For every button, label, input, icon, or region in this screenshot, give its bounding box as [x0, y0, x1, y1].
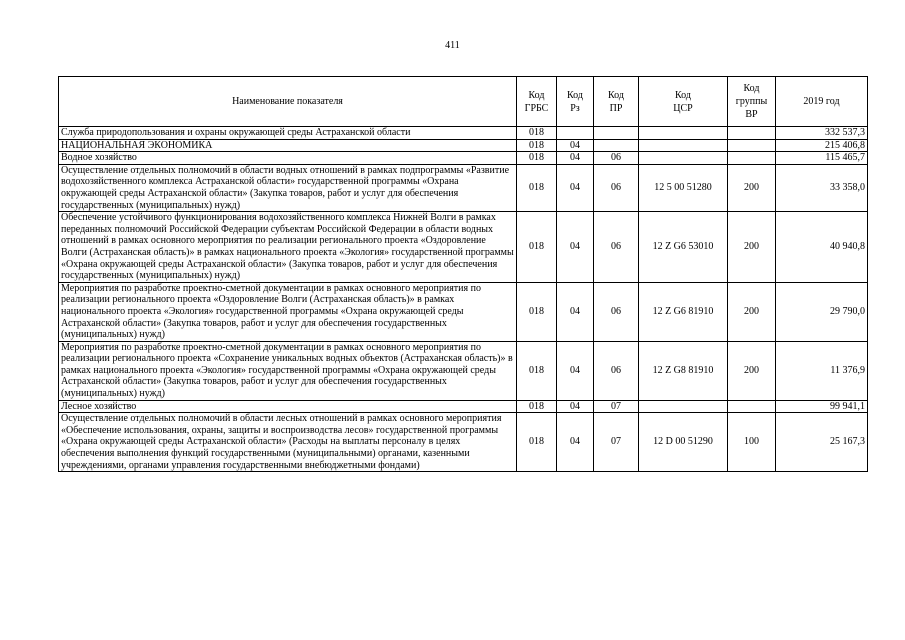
row-csr: 12 Z G6 53010: [639, 212, 728, 283]
header-vr-line3: ВР: [745, 109, 758, 120]
row-rz: 04: [557, 152, 594, 165]
row-pr: 07: [594, 413, 639, 472]
row-amount: 215 406,8: [776, 139, 868, 152]
row-name: НАЦИОНАЛЬНАЯ ЭКОНОМИКА: [59, 139, 517, 152]
row-amount: 29 790,0: [776, 282, 868, 341]
row-vr: 200: [728, 212, 776, 283]
table-row: [59, 212, 868, 283]
row-amount: 332 537,3: [776, 127, 868, 140]
row-csr: [639, 152, 728, 165]
row-rz: 04: [557, 400, 594, 413]
header-grbs-line1: Код: [528, 89, 545, 101]
row-name: Служба природопользования и охраны окружающей среды Астраханской области: [59, 127, 517, 140]
row-vr: 100: [728, 413, 776, 472]
header-pr: [594, 77, 639, 127]
header-vr-line1: Код: [743, 83, 760, 94]
header-csr-line1: Код: [675, 89, 691, 101]
header-row: [59, 77, 868, 127]
row-rz: 04: [557, 413, 594, 472]
row-grbs: 018: [517, 164, 557, 211]
row-csr: 12 Z G6 81910: [639, 282, 728, 341]
row-rz: 04: [557, 282, 594, 341]
page-number: 411: [445, 40, 460, 51]
row-rz: 04: [557, 341, 594, 400]
row-rz: 04: [557, 139, 594, 152]
row-grbs: 018: [517, 400, 557, 413]
row-grbs: 018: [517, 282, 557, 341]
row-grbs: 018: [517, 212, 557, 283]
row-pr: [594, 127, 639, 140]
row-csr: 12 Z G8 81910: [639, 341, 728, 400]
row-pr: 06: [594, 282, 639, 341]
row-rz: 04: [557, 212, 594, 283]
row-name: Мероприятия по разработке проектно-сметной документации в рамках основного мероприятия по реализации регионального проекта «Сохранение уникальных водных объектов (Астраханская область)» в рамках национального проекта «Экология» государственной программы «Охрана окружающей среды Астраханской области» (Закупка товаров, работ и услуг для обеспечения государственных (муниципальных) нужд): [59, 341, 517, 400]
row-csr: [639, 400, 728, 413]
header-pr-line2: ПР: [609, 102, 623, 114]
row-amount: 40 940,8: [776, 212, 868, 283]
header-vr-line2: группы: [735, 96, 768, 107]
header-year: 2019 год: [776, 77, 868, 127]
row-amount: 115 465,7: [776, 152, 868, 165]
row-vr: [728, 152, 776, 165]
table-row: [59, 152, 868, 165]
table-row: [59, 164, 868, 211]
row-vr: 200: [728, 164, 776, 211]
row-csr: 12 D 00 51290: [639, 413, 728, 472]
row-csr: [639, 139, 728, 152]
row-pr: 06: [594, 152, 639, 165]
table-row: [59, 413, 868, 472]
row-name: Водное хозяйство: [59, 152, 517, 165]
header-csr: [639, 77, 728, 127]
row-grbs: 018: [517, 341, 557, 400]
header-csr-line2: ЦСР: [673, 102, 693, 114]
row-pr: 06: [594, 164, 639, 211]
header-vr: [728, 77, 776, 127]
row-name: Лесное хозяйство: [59, 400, 517, 413]
row-vr: [728, 400, 776, 413]
header-grbs: [517, 77, 557, 127]
header-rz-line1: Код: [567, 89, 583, 101]
table-row: [59, 127, 868, 140]
row-vr: 200: [728, 341, 776, 400]
budget-table: [58, 76, 868, 472]
row-grbs: 018: [517, 139, 557, 152]
row-pr: [594, 139, 639, 152]
row-amount: 33 358,0: [776, 164, 868, 211]
header-grbs-line2: ГРБС: [524, 102, 549, 114]
row-grbs: 018: [517, 413, 557, 472]
row-vr: [728, 127, 776, 140]
row-vr: [728, 139, 776, 152]
row-name: Мероприятия по разработке проектно-сметной документации в рамках основного мероприятия по реализации регионального проекта «Оздоровление Волги (Астраханская область)» в рамках национального проекта «Экология» государственной программы «Охрана окружающей среды Астраханской области» (Закупка товаров, работ и услуг для обеспечения государственных (муниципальных) нужд): [59, 282, 517, 341]
table-row: [59, 139, 868, 152]
row-amount: 11 376,9: [776, 341, 868, 400]
row-grbs: 018: [517, 152, 557, 165]
row-rz: [557, 127, 594, 140]
table-row: [59, 341, 868, 400]
row-amount: 99 941,1: [776, 400, 868, 413]
row-name: Осуществление отдельных полномочий в области водных отношений в рамках подпрограммы «Развитие водохозяйственного комплекса Астраханской области» государственной программы «Охрана окружающей среды Астраханской области» (Закупка товаров, работ и услуг для обеспечения государственных (муниципальных) нужд): [59, 164, 517, 211]
row-amount: 25 167,3: [776, 413, 868, 472]
row-rz: 04: [557, 164, 594, 211]
row-csr: 12 5 00 51280: [639, 164, 728, 211]
row-pr: 06: [594, 212, 639, 283]
row-pr: 06: [594, 341, 639, 400]
header-rz: [557, 77, 594, 127]
header-name: Наименование показателя: [59, 77, 517, 127]
row-name: Осуществление отдельных полномочий в области лесных отношений в рамках основного мероприятия «Обеспечение использования, охраны, защиты и воспроизводства лесов» государственной программы «Охрана окружающей среды Астраханской области» (Расходы на выплаты персоналу в целях обеспечения выполнения функций государственными (муниципальными) органами, казенными учреждениями, органами управления государственными внебюджетными фондами): [59, 413, 517, 472]
row-csr: [639, 127, 728, 140]
table-row: [59, 400, 868, 413]
header-pr-line1: Код: [608, 89, 624, 101]
row-vr: 200: [728, 282, 776, 341]
table-row: [59, 282, 868, 341]
row-grbs: 018: [517, 127, 557, 140]
row-name: Обеспечение устойчивого функционирования водохозяйственного комплекса Нижней Волги в рамках переданных полномочий Российской Федерации субъектам Российской Федерации в области водных отношений в рамках основного мероприятия по реализации регионального проекта «Оздоровление Волги (Астраханская область)» в рамках национального проекта «Экология» государственной программы «Охрана окружающей среды Астраханской области» (Закупка товаров, работ и услуг для обеспечения государственных (муниципальных) нужд): [59, 212, 517, 283]
header-rz-line2: Рз: [570, 102, 580, 114]
row-pr: 07: [594, 400, 639, 413]
